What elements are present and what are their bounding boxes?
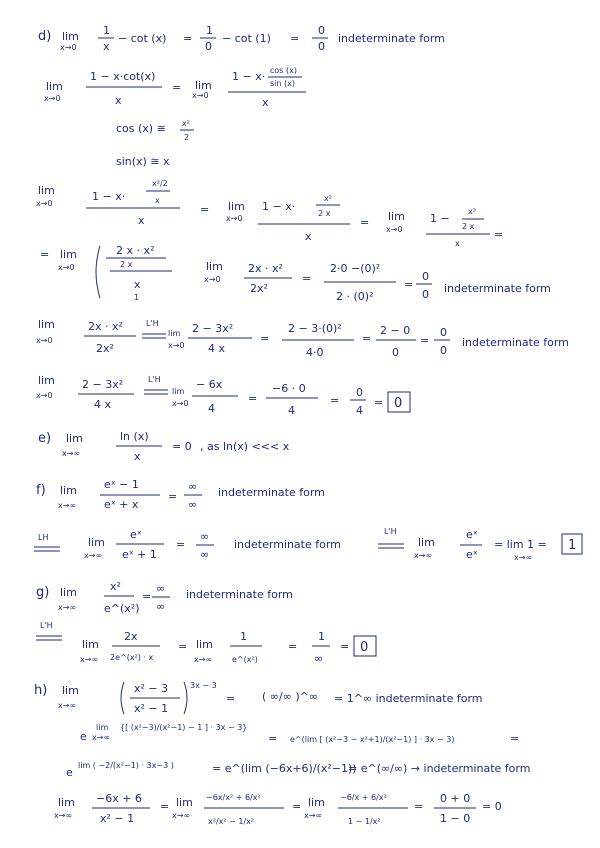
- numerator: 1 − x·: [92, 190, 126, 203]
- answer: 1: [568, 538, 577, 553]
- note: indeterminate form: [218, 486, 325, 499]
- lim-text: lim: [38, 318, 55, 331]
- denominator: 1 − 1/x²: [348, 817, 381, 826]
- lim-text: lim: [58, 796, 75, 809]
- denominator: 2 x: [462, 222, 475, 231]
- lim-text: lim: [176, 796, 193, 809]
- lim-text: lim: [168, 329, 181, 338]
- denominator: x: [138, 214, 145, 227]
- numerator: 0 + 0: [440, 792, 471, 805]
- note: , as ln(x) <<< x: [200, 440, 290, 453]
- lhopital-mark: L'H: [384, 527, 397, 536]
- equals: =: [268, 732, 278, 745]
- lim-subscript: x→∞: [58, 603, 77, 612]
- numerator: 2 x · x²: [116, 244, 155, 257]
- equals: =: [360, 216, 370, 229]
- e-base: e: [80, 730, 87, 743]
- lim-subscript: x→0: [386, 225, 403, 234]
- numerator: 0: [318, 24, 325, 37]
- denominator: 4 x: [208, 342, 226, 355]
- numerator: eˣ: [130, 528, 142, 541]
- result: = 0: [482, 800, 502, 813]
- numerator: 0: [422, 270, 429, 283]
- denominator: x: [455, 239, 460, 248]
- denominator: e^(x²): [232, 655, 258, 664]
- lim-subscript: x→∞: [58, 701, 77, 710]
- numerator: ln (x): [120, 430, 149, 443]
- lim-text: lim: [66, 432, 83, 445]
- denominator: x: [134, 450, 141, 463]
- numerator: x²: [324, 194, 332, 203]
- lim-subscript: x→∞: [62, 449, 81, 458]
- equals: =: [178, 640, 188, 653]
- equals: =: [290, 32, 300, 45]
- approx: sin(x) ≅ x: [116, 155, 170, 168]
- numerator: ∞: [156, 582, 166, 595]
- part-label: e): [38, 431, 52, 446]
- numerator: 0: [440, 326, 447, 339]
- numerator: 1: [240, 630, 247, 643]
- denominator: 2 x: [318, 209, 331, 218]
- denominator: 2x²: [250, 282, 268, 295]
- lim-text: lim: [62, 30, 79, 43]
- expression: − cot (1): [222, 32, 271, 45]
- equals: =: [172, 81, 182, 94]
- left-bracket: [96, 246, 100, 298]
- numerator: −6/x + 6/x²: [340, 793, 387, 802]
- lim-subscript: x→0: [44, 94, 61, 103]
- denominator: eˣ + x: [104, 498, 139, 511]
- lim-text: lim: [206, 260, 223, 273]
- denominator: x: [134, 278, 141, 291]
- equals: =: [302, 272, 312, 285]
- equals: =: [420, 334, 430, 347]
- numerator: x²: [182, 119, 190, 128]
- numerator: − 6x: [196, 378, 223, 391]
- lim-text: lim: [228, 200, 245, 213]
- lim-text: lim: [60, 248, 77, 261]
- right-paren: [184, 682, 187, 714]
- denominator: x: [115, 94, 122, 107]
- denominator: 0: [318, 40, 325, 53]
- equals: =: [260, 332, 270, 345]
- numerator: x²/2: [152, 179, 168, 188]
- denominator: 2x²: [96, 342, 114, 355]
- numerator: 1 − x·: [262, 200, 296, 213]
- denominator: x²/x² − 1/x²: [208, 817, 255, 826]
- exponent: lim ( −2/(x²−1) · 3x−3 ): [78, 761, 174, 770]
- equals: =: [414, 800, 424, 813]
- equals: =: [160, 800, 170, 813]
- equals: =: [226, 692, 236, 705]
- expression: ( ∞/∞ )^∞: [262, 690, 318, 703]
- lim-subscript: x→0: [60, 43, 77, 52]
- exponent: e^(lim [ (x²−3 − x²+1)/(x²−1) ] · 3x − 3): [290, 735, 455, 744]
- exponent: 3x − 3: [190, 681, 217, 690]
- numerator: 2 − 3x²: [192, 322, 234, 335]
- denominator: 4: [288, 404, 295, 417]
- note: indeterminate form: [462, 336, 569, 349]
- lim-text: lim: [388, 210, 405, 223]
- denominator: 1 − 0: [440, 812, 471, 825]
- exponent: {[ (x²−3)/(x²−1) − 1 ] · 3x − 3}: [120, 723, 248, 732]
- lim-text: lim: [172, 387, 185, 396]
- numerator: 1 −: [430, 212, 450, 225]
- numerator: −6x/x² + 6/x²: [206, 793, 261, 802]
- answer: 0: [394, 396, 403, 411]
- expression: = lim 1 =: [494, 538, 547, 551]
- denominator: x² − 1: [100, 812, 135, 825]
- denominator: 4·0: [306, 346, 324, 359]
- numerator: x³: [468, 207, 476, 216]
- numerator: 1: [318, 630, 325, 643]
- denominator: ∞: [314, 652, 324, 665]
- left-paren: [121, 682, 124, 714]
- lim-text: lim: [418, 536, 435, 549]
- numerator: 2x · x²: [88, 320, 123, 333]
- lhopital-mark: L'H: [148, 375, 161, 384]
- lim-text: lim: [196, 638, 213, 651]
- denominator: 4 x: [94, 398, 112, 411]
- sin-text: sin (x): [270, 79, 295, 88]
- approx: cos (x) ≅: [116, 122, 166, 135]
- lim-subscript: x→∞: [80, 655, 99, 664]
- denominator: eˣ: [466, 548, 478, 561]
- lim-subscript: x→∞: [172, 811, 191, 820]
- note: indeterminate form: [234, 538, 341, 551]
- numerator: 2 x: [120, 260, 133, 269]
- lim-subscript: x→0: [36, 199, 53, 208]
- denominator: x: [262, 96, 269, 109]
- denominator: ∞: [200, 548, 210, 561]
- lim-text: lim: [82, 638, 99, 651]
- numerator: 1 − x·: [232, 70, 266, 83]
- denominator: x: [155, 196, 160, 205]
- denominator: 0: [440, 344, 447, 357]
- numerator: eˣ − 1: [104, 478, 139, 491]
- numerator: x²: [110, 580, 121, 593]
- lim-subscript: x→0: [204, 275, 221, 284]
- lim-text: lim: [62, 684, 79, 697]
- lim-text: lim: [60, 586, 77, 599]
- part-label: d): [38, 29, 52, 44]
- note: indeterminate form: [186, 588, 293, 601]
- equals: =: [362, 332, 372, 345]
- lim-subscript: x→0: [226, 214, 243, 223]
- lim-subscript: x→0: [58, 263, 75, 272]
- denominator: 0: [422, 288, 429, 301]
- lim-subscript: x→0: [168, 341, 185, 350]
- equals: =: [176, 538, 186, 551]
- numerator: −6 · 0: [272, 382, 306, 395]
- lim-subscript: x→0: [192, 91, 209, 100]
- equals: =: [374, 396, 384, 409]
- numerator: 0: [356, 386, 363, 399]
- denominator: 4: [356, 404, 363, 417]
- lim-text: lim: [60, 484, 77, 497]
- lhopital-mark: L'H: [40, 621, 53, 630]
- numerator: eˣ: [466, 528, 478, 541]
- e-base: e: [66, 766, 73, 779]
- lhopital-mark: LH: [38, 533, 49, 542]
- equals: =: [288, 640, 298, 653]
- equals: =: [248, 392, 258, 405]
- denominator: 0: [205, 40, 212, 53]
- numerator: 2 − 3x²: [82, 378, 124, 391]
- equals: =: [142, 590, 152, 603]
- numerator: −6x + 6: [96, 792, 142, 805]
- lim-subscript: x→∞: [84, 551, 103, 560]
- numerator: ∞: [200, 530, 210, 543]
- equals: =: [404, 278, 414, 291]
- numerator: ∞: [188, 480, 198, 493]
- lim-subscript: x→0: [36, 336, 53, 345]
- part-label: h): [34, 683, 48, 698]
- denominator: 2 · (0)²: [336, 290, 374, 303]
- equals: =: [510, 732, 520, 745]
- equals: =: [40, 248, 50, 261]
- numerator: x² − 3: [134, 682, 169, 695]
- denominator: x² − 1: [134, 702, 169, 715]
- denominator: ∞: [156, 600, 166, 613]
- cos-text: cos (x): [270, 66, 297, 75]
- numerator: 1: [206, 24, 213, 37]
- numerator: 2x · x²: [248, 262, 283, 275]
- denominator: 2: [184, 133, 190, 142]
- expression: = e^(lim (−6x+6)/(x²−1)): [212, 762, 357, 775]
- lim-text: lim: [38, 374, 55, 387]
- equals: =: [168, 490, 178, 503]
- lim-subscript: x→0: [172, 399, 189, 408]
- numerator: 1: [134, 293, 140, 302]
- denominator: x: [103, 40, 110, 53]
- lim-subscript: x→∞: [514, 553, 533, 562]
- lim-subscript: x→∞: [414, 551, 433, 560]
- numerator: 2x: [124, 630, 138, 643]
- note: indeterminate form: [338, 32, 445, 45]
- numerator: 1 − x·cot(x): [90, 70, 156, 83]
- lim-subscript: x→∞: [92, 733, 111, 742]
- lim-subscript: x→∞: [58, 501, 77, 510]
- lim-subscript: x→∞: [304, 811, 323, 820]
- part-label: f): [36, 483, 46, 498]
- numerator: 1: [103, 24, 110, 37]
- equals: =: [292, 800, 302, 813]
- lim-text: lim: [88, 536, 105, 549]
- equals: =: [183, 32, 193, 45]
- denominator: x: [305, 230, 312, 243]
- denominator: 2e^(x²) · x: [110, 653, 154, 662]
- expression: − cot (x): [118, 32, 167, 45]
- numerator: 2 − 0: [380, 324, 411, 337]
- equals: =: [494, 228, 504, 241]
- denominator: 0: [392, 346, 399, 359]
- equals: =: [200, 203, 210, 216]
- denominator: ∞: [188, 498, 198, 511]
- lim-text: lim: [308, 796, 325, 809]
- answer: 0: [360, 640, 369, 655]
- lim-text: lim: [46, 80, 63, 93]
- part-label: g): [36, 585, 50, 600]
- lim-text: lim: [195, 79, 212, 92]
- lim-text: lim: [96, 723, 109, 732]
- lhopital-mark: L'H: [146, 319, 159, 328]
- denominator: 4: [208, 402, 215, 415]
- numerator: 2 − 3·(0)²: [288, 322, 342, 335]
- equals: =: [330, 394, 340, 407]
- note: = 1^∞ indeterminate form: [334, 692, 483, 705]
- lim-text: lim: [38, 184, 55, 197]
- numerator: 2·0 −(0)²: [330, 262, 381, 275]
- lim-subscript: x→∞: [54, 811, 73, 820]
- equals: =: [340, 640, 350, 653]
- note: = e^(∞/∞) → indeterminate form: [348, 762, 531, 775]
- denominator: e^(x²): [104, 602, 140, 615]
- note: indeterminate form: [444, 282, 551, 295]
- lim-subscript: x→0: [36, 391, 53, 400]
- denominator: eˣ + 1: [122, 548, 157, 561]
- lim-subscript: x→∞: [194, 655, 213, 664]
- result: = 0: [172, 440, 192, 453]
